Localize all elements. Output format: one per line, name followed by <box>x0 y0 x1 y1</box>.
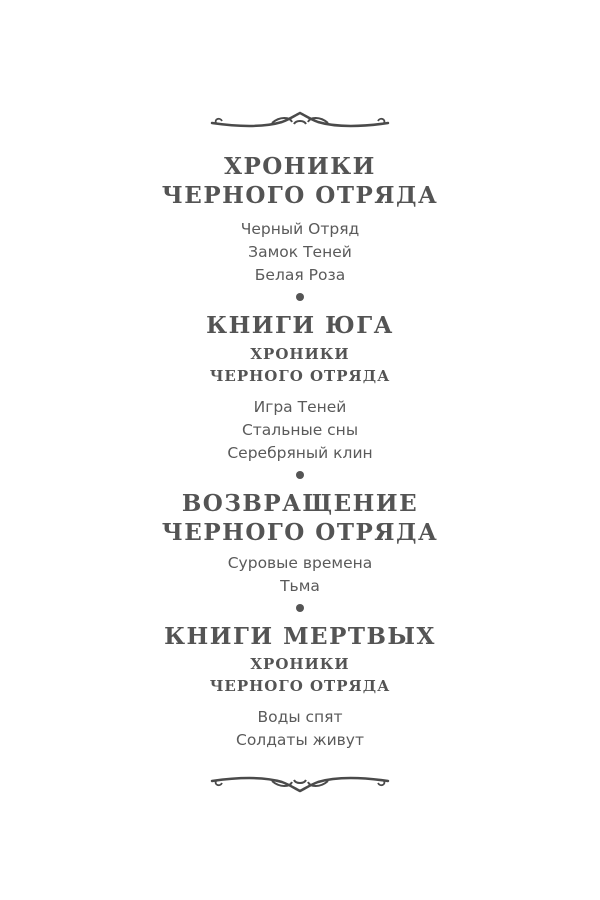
series-3-book-2: Тьма <box>280 577 320 595</box>
separator-bullet-icon <box>296 293 304 301</box>
series-4-subtitle-line-1: ХРОНИКИ <box>250 655 350 673</box>
separator-bullet-icon <box>296 604 304 612</box>
series-2-subtitle-line-2: ЧЕРНОГО ОТРЯДА <box>209 367 391 385</box>
series-2-book-1: Игра Теней <box>253 398 347 416</box>
series-1-book-1: Черный Отряд <box>240 220 360 238</box>
series-3-title-line-1: ВОЗВРАЩЕНИЕ <box>181 490 419 517</box>
separator-bullet-icon <box>296 471 304 479</box>
series-1-title-line-2: ЧЕРНОГО ОТРЯДА <box>161 182 439 209</box>
series-4-book-1: Воды спят <box>257 708 343 726</box>
series-1-book-2: Замок Теней <box>248 243 352 261</box>
series-2-book-3: Серебряный клин <box>227 444 373 462</box>
series-3-title-line-2: ЧЕРНОГО ОТРЯДА <box>161 519 439 546</box>
series-3-book-1: Суровые времена <box>227 554 373 572</box>
series-2-book-2: Стальные сны <box>241 421 359 439</box>
series-4-title-line-1: КНИГИ МЕРТВЫХ <box>164 623 436 650</box>
ornament-top-icon <box>210 108 390 132</box>
series-4-book-2: Солдаты живут <box>236 731 364 749</box>
series-1-book-3: Белая Роза <box>254 266 346 284</box>
ornament-bottom-icon <box>210 772 390 796</box>
series-2-subtitle-line-1: ХРОНИКИ <box>250 345 350 363</box>
series-1-title-line-1: ХРОНИКИ <box>224 153 376 180</box>
series-4-subtitle-line-2: ЧЕРНОГО ОТРЯДА <box>209 677 391 695</box>
series-2-title-line-1: КНИГИ ЮГА <box>206 312 394 339</box>
